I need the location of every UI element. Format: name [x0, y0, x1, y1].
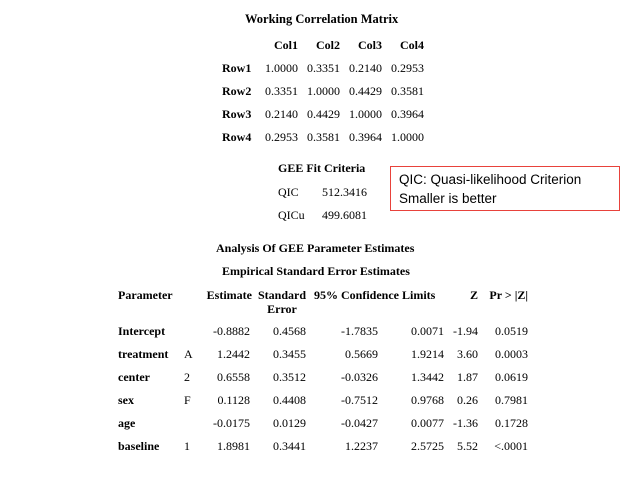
corr-col-header: Col4 [400, 38, 424, 52]
param-level: 2 [184, 370, 190, 384]
corr-cell: 0.3964 [391, 107, 424, 121]
corr-row-label: Row2 [222, 84, 252, 98]
corr-row-label: Row3 [222, 107, 252, 121]
lower-limit: 0.5669 [345, 347, 378, 361]
fit-label-qicu: QICu [278, 208, 305, 222]
corr-cell: 0.3581 [307, 130, 340, 144]
stderr-value: 0.3455 [273, 347, 306, 361]
fit-label-qic: QIC [278, 185, 299, 199]
header-stderr-1: Standard [257, 288, 307, 302]
upper-limit: 0.0077 [411, 416, 444, 430]
lower-limit: -0.0427 [341, 416, 378, 430]
param-level: 1 [184, 439, 190, 453]
stderr-value: 0.4408 [273, 393, 306, 407]
fit-criteria-title: GEE Fit Criteria [278, 161, 366, 175]
stderr-value: 0.4568 [273, 324, 306, 338]
p-value: 0.0003 [495, 347, 528, 361]
z-value: 0.26 [457, 393, 478, 407]
header-confidence-limits: 95% Confidence Limits [314, 288, 436, 302]
upper-limit: 0.0071 [411, 324, 444, 338]
estimates-subtitle: Empirical Standard Error Estimates [222, 264, 410, 278]
estimate-value: 0.6558 [217, 370, 250, 384]
p-value: <.0001 [494, 439, 528, 453]
header-parameter: Parameter [118, 288, 173, 302]
estimate-value: -0.0175 [213, 416, 250, 430]
callout-line-2: Smaller is better [399, 191, 497, 206]
header-estimate: Estimate [206, 288, 252, 302]
upper-limit: 1.9214 [411, 347, 444, 361]
param-name: sex [118, 393, 134, 407]
corr-cell: 0.3351 [307, 61, 340, 75]
fit-value-qic: 512.3416 [322, 185, 367, 199]
corr-cell: 0.3964 [349, 130, 382, 144]
p-value: 0.0619 [495, 370, 528, 384]
corr-cell: 1.0000 [265, 61, 298, 75]
lower-limit: -1.7835 [341, 324, 378, 338]
corr-cell: 0.2953 [265, 130, 298, 144]
estimate-value: -0.8882 [213, 324, 250, 338]
corr-col-header: Col2 [316, 38, 340, 52]
corr-row-label: Row4 [222, 130, 252, 144]
estimate-value: 0.1128 [217, 393, 250, 407]
header-p-value: Pr > |Z| [489, 288, 528, 302]
p-value: 0.0519 [495, 324, 528, 338]
upper-limit: 2.5725 [411, 439, 444, 453]
callout-line-1: QIC: Quasi-likelihood Criterion [399, 172, 582, 187]
p-value: 0.7981 [495, 393, 528, 407]
param-level: F [184, 393, 191, 407]
upper-limit: 1.3442 [411, 370, 444, 384]
estimate-value: 1.2442 [217, 347, 250, 361]
z-value: -1.36 [453, 416, 478, 430]
corr-cell: 0.3351 [265, 84, 298, 98]
param-name: treatment [118, 347, 169, 361]
param-level: A [184, 347, 193, 361]
corr-cell: 0.4429 [349, 84, 382, 98]
corr-cell: 0.2140 [265, 107, 298, 121]
header-stderr-2: Error [267, 302, 297, 316]
corr-cell: 0.2140 [349, 61, 382, 75]
lower-limit: -0.0326 [341, 370, 378, 384]
stderr-value: 0.3441 [273, 439, 306, 453]
z-value: 5.52 [457, 439, 478, 453]
param-name: center [118, 370, 150, 384]
param-name: baseline [118, 439, 160, 453]
param-name: Intercept [118, 324, 166, 338]
corr-cell: 0.2953 [391, 61, 424, 75]
qic-callout [390, 166, 620, 211]
fit-value-qicu: 499.6081 [322, 208, 367, 222]
z-value: 1.87 [457, 370, 478, 384]
correlation-matrix-title: Working Correlation Matrix [245, 12, 399, 26]
z-value: 3.60 [457, 347, 478, 361]
corr-cell: 0.4429 [307, 107, 340, 121]
p-value: 0.1728 [495, 416, 528, 430]
corr-cell: 0.3581 [391, 84, 424, 98]
z-value: -1.94 [453, 324, 478, 338]
stderr-value: 0.3512 [273, 370, 306, 384]
corr-cell: 1.0000 [349, 107, 382, 121]
param-name: age [118, 416, 136, 430]
estimate-value: 1.8981 [217, 439, 250, 453]
header-z: Z [469, 288, 478, 302]
lower-limit: 1.2237 [345, 439, 378, 453]
stderr-value: 0.0129 [273, 416, 306, 430]
corr-row-label: Row1 [222, 61, 252, 75]
corr-col-header: Col3 [358, 38, 382, 52]
corr-col-header: Col1 [274, 38, 298, 52]
estimates-title: Analysis Of GEE Parameter Estimates [216, 241, 415, 255]
lower-limit: -0.7512 [341, 393, 378, 407]
upper-limit: 0.9768 [411, 393, 444, 407]
corr-cell: 1.0000 [391, 130, 424, 144]
corr-cell: 1.0000 [307, 84, 340, 98]
